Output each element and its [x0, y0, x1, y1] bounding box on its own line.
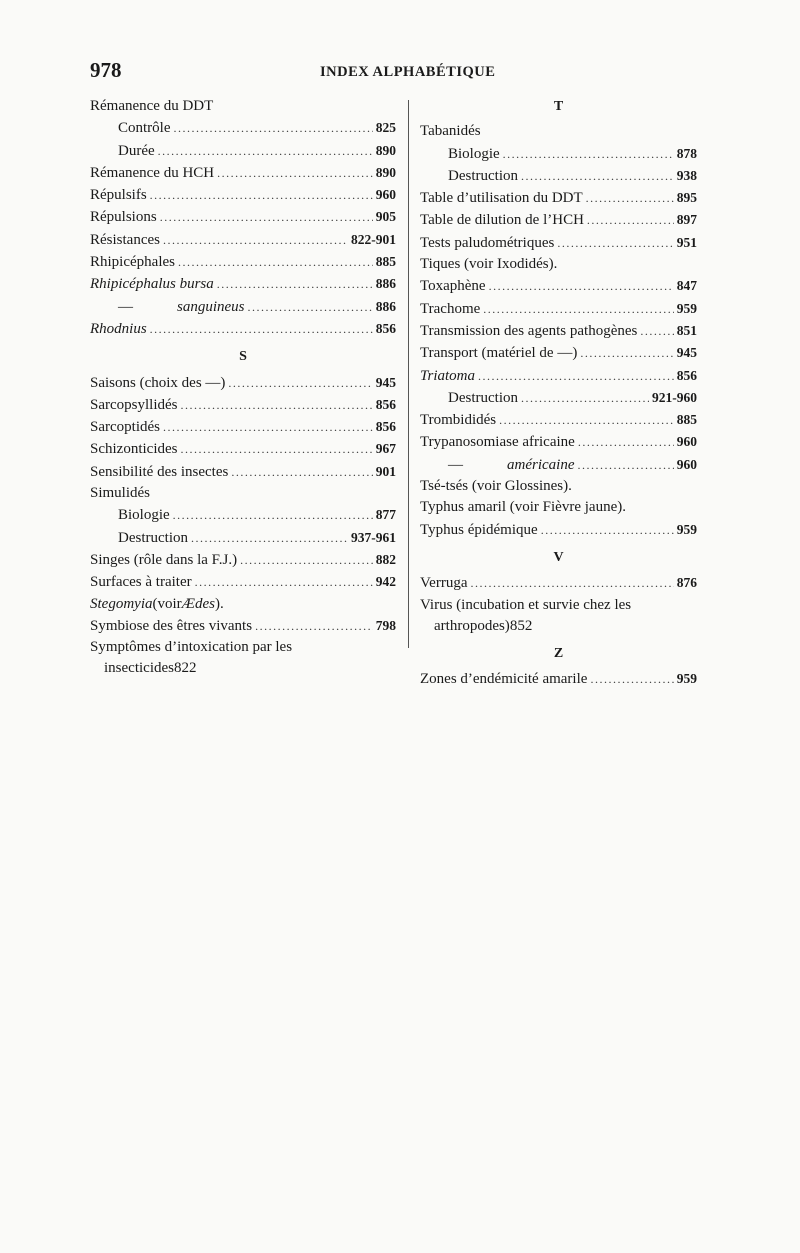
index-subentry: [90, 117, 396, 139]
index-term-continuation: arthropodes): [434, 617, 510, 634]
index-entry: [420, 121, 697, 142]
index-term: Résistances: [90, 231, 160, 248]
index-entry-continuation: [420, 616, 697, 637]
index-entry: [90, 594, 396, 615]
index-page-ref: 890: [375, 142, 396, 158]
index-term: Rémanence du DDT: [90, 98, 214, 114]
index-term: Rhipicéphales: [90, 254, 175, 271]
index-subentry: [420, 165, 697, 187]
index-term-variant: américaine: [507, 456, 575, 473]
index-entry: [90, 394, 396, 416]
index-page-ref: 945: [375, 374, 396, 390]
dot-leader: [191, 528, 348, 549]
index-page-ref: 959: [676, 671, 697, 687]
index-term: —: [118, 298, 133, 315]
index-page-ref: 886: [375, 298, 396, 314]
index-term: Tests paludométriques: [420, 234, 555, 251]
index-term: Triatoma: [420, 367, 476, 384]
index-term: Tsé-tsés (voir Glossines).: [420, 478, 572, 495]
index-term: Biologie: [118, 507, 170, 524]
index-page-ref: 847: [676, 278, 697, 294]
index-column-right: [420, 96, 697, 691]
index-term: Durée: [118, 142, 155, 159]
index-term: Virus (incubation et survie chez les: [420, 596, 632, 613]
dot-leader: [228, 373, 372, 394]
index-page-ref: 938: [676, 167, 697, 183]
index-term: Typhus épidémique: [420, 521, 538, 538]
index-entry-line: [420, 595, 697, 616]
index-page-ref: 945: [676, 345, 697, 361]
index-group-r: [90, 96, 396, 340]
index-entry: [420, 254, 697, 275]
index-group-s: [90, 372, 396, 680]
dot-leader: [577, 455, 673, 476]
index-entry: [420, 431, 697, 453]
index-page-ref: 851: [676, 322, 697, 338]
index-term: Zones d’endémicité amarile: [420, 671, 588, 688]
index-term-italic: Ædes: [181, 595, 215, 612]
dot-leader: [195, 572, 373, 593]
index-term: Singes (rôle dans la F.J.): [90, 551, 238, 568]
index-page-ref: 825: [375, 120, 396, 136]
index-entry: [420, 320, 697, 342]
index-column-left: [90, 96, 396, 680]
index-page-ref: 890: [375, 164, 396, 180]
dot-leader: [489, 276, 674, 297]
index-page-ref: 822-901: [351, 231, 396, 247]
index-group-z: [420, 668, 697, 690]
index-term: Toxaphène: [420, 278, 486, 295]
index-page-ref: 822: [173, 660, 197, 677]
index-page-ref: 905: [375, 209, 396, 225]
index-term-continuation: insecticides: [104, 660, 174, 677]
index-term: Répulsions: [90, 209, 157, 226]
dot-leader: [580, 343, 673, 364]
index-entry: [90, 251, 396, 273]
dot-leader: [180, 439, 372, 460]
dot-leader: [521, 166, 674, 187]
index-term: Sarcoptidés: [90, 419, 160, 436]
index-page-ref: 798: [375, 617, 396, 633]
index-term: Symptômes d’intoxication par les: [90, 639, 293, 656]
index-entry: [90, 296, 396, 318]
index-entry-line: [90, 637, 396, 658]
index-entry: [90, 483, 396, 504]
index-page-ref: 960: [375, 187, 396, 203]
dot-leader: [470, 573, 673, 594]
index-term: Sensibilité des insectes: [90, 463, 229, 480]
index-subentry: [90, 140, 396, 162]
index-entry: [90, 206, 396, 228]
index-page-ref: 856: [375, 320, 396, 336]
dot-leader: [640, 321, 673, 342]
dot-leader: [163, 230, 348, 251]
dot-leader: [248, 297, 373, 318]
index-entry: [90, 96, 396, 117]
dot-leader: [231, 462, 372, 483]
index-entry: [420, 409, 697, 431]
column-divider: [408, 100, 409, 648]
index-term: Répulsifs: [90, 187, 147, 204]
index-page-ref: 960: [676, 456, 697, 472]
dot-leader: [158, 141, 373, 162]
index-term: Destruction: [448, 167, 518, 184]
index-subentry: [90, 527, 396, 549]
dot-leader: [217, 274, 373, 295]
index-entry: [90, 372, 396, 394]
index-entry: [90, 162, 396, 184]
index-page-ref: 878: [676, 145, 697, 161]
dot-leader: [160, 207, 373, 228]
dot-leader: [217, 163, 373, 184]
index-page-ref: 951: [676, 234, 697, 250]
index-term-variant: sanguineus: [177, 298, 245, 315]
dot-leader: [240, 550, 373, 571]
dot-leader: [174, 118, 373, 139]
index-group-v: [420, 572, 697, 637]
index-page-ref: 967: [375, 441, 396, 457]
dot-leader: [163, 417, 373, 438]
index-term: Biologie: [448, 145, 500, 162]
index-term: Simulidés: [90, 485, 151, 502]
index-page-ref: 921-960: [652, 389, 697, 405]
index-page-ref: 856: [676, 367, 697, 383]
index-entry-continuation: [90, 658, 396, 679]
dot-leader: [586, 188, 674, 209]
index-term: Transport (matériel de —): [420, 345, 578, 362]
index-subentry: [90, 504, 396, 526]
dot-leader: [483, 299, 673, 320]
index-page-ref: 877: [375, 507, 396, 523]
index-page-ref: 897: [676, 212, 697, 228]
dot-leader: [578, 432, 674, 453]
index-page-ref: 937-961: [351, 529, 396, 545]
index-page-ref: 886: [375, 276, 396, 292]
page-number: 978: [90, 58, 122, 82]
index-entry: [90, 461, 396, 483]
index-entry: [90, 416, 396, 438]
index-page-ref: 885: [676, 412, 697, 428]
index-term: Rhipicéphalus bursa: [90, 276, 214, 293]
dot-leader: [478, 366, 674, 387]
index-term: Rémanence du HCH: [90, 164, 215, 181]
section-letter-z: Z: [553, 646, 564, 662]
index-term: Trypanosomiase africaine: [420, 434, 575, 451]
dot-leader: [503, 144, 674, 165]
dot-leader: [521, 388, 649, 409]
index-term: Typhus amaril (voir Fièvre jaune).: [420, 499, 626, 516]
index-entry: [420, 519, 697, 541]
index-subentry: [420, 143, 697, 165]
index-term: Tiques (voir Ixodidés).: [420, 256, 558, 273]
index-page-ref: 895: [676, 190, 697, 206]
index-page-ref: 885: [375, 254, 396, 270]
index-entry: [90, 549, 396, 571]
index-entry: [420, 365, 697, 387]
index-term-text: ).: [215, 595, 224, 612]
index-term: —: [448, 456, 463, 473]
dot-leader: [590, 669, 673, 690]
index-entry: [90, 438, 396, 460]
dot-leader: [587, 210, 674, 231]
index-term: Symbiose des êtres vivants: [90, 617, 253, 634]
index-entry: [420, 209, 697, 231]
index-entry: [90, 273, 396, 295]
dot-leader: [150, 185, 373, 206]
index-page-ref: 856: [375, 419, 396, 435]
index-page-ref: 901: [375, 463, 396, 479]
index-term: Rhodnius: [90, 320, 147, 337]
index-entry: [420, 572, 697, 594]
index-group-t: [420, 121, 697, 541]
dot-leader: [541, 520, 674, 541]
index-entry: [420, 187, 697, 209]
index-term: Trombididés: [420, 412, 497, 429]
dot-leader: [173, 505, 373, 526]
index-term: Sarcopsyllidés: [90, 396, 178, 413]
index-term: Trachome: [420, 300, 481, 317]
index-term: Transmission des agents pathogènes: [420, 322, 638, 339]
index-term: Contrôle: [118, 120, 171, 137]
section-letter-s: S: [239, 349, 247, 365]
index-page-ref: 942: [375, 574, 396, 590]
index-entry: [420, 497, 697, 518]
index-entry: [90, 229, 396, 251]
index-page-ref: 960: [676, 434, 697, 450]
index-term: Table d’utilisation du DDT: [420, 190, 583, 207]
dot-leader: [255, 616, 373, 637]
section-letter-v: V: [553, 549, 564, 565]
index-term: Surfaces à traiter: [90, 574, 192, 591]
index-term: Saisons (choix des —): [90, 374, 226, 391]
dot-leader: [499, 410, 674, 431]
index-subentry: [420, 387, 697, 409]
index-entry: [420, 275, 697, 297]
index-page-ref: 959: [676, 521, 697, 537]
dot-leader: [150, 319, 373, 340]
index-term: Verruga: [420, 575, 468, 592]
index-entry: [90, 184, 396, 206]
index-entry: [420, 342, 697, 364]
dot-leader: [557, 233, 673, 254]
running-head: INDEX ALPHABÉTIQUE: [320, 64, 496, 80]
index-entry: [90, 615, 396, 637]
index-term-text: (voir: [152, 595, 182, 612]
dot-leader: [178, 252, 373, 273]
section-letter-t: T: [553, 99, 564, 114]
index-term: Destruction: [118, 529, 188, 546]
index-entry: [420, 298, 697, 320]
index-term: Schizonticides: [90, 441, 178, 458]
index-entry: [90, 571, 396, 593]
index-term: Tabanidés: [420, 123, 481, 140]
index-term: Destruction: [448, 389, 518, 406]
index-entry: [420, 454, 697, 476]
index-page-ref: 852: [509, 617, 533, 634]
index-entry: [420, 668, 697, 690]
index-page-ref: 856: [375, 396, 396, 412]
index-entry: [420, 476, 697, 497]
index-page-ref: 876: [676, 575, 697, 591]
index-entry: [90, 318, 396, 340]
index-page-ref: 882: [375, 551, 396, 567]
index-term: Stegomyia: [90, 595, 153, 612]
index-page-ref: 959: [676, 300, 697, 316]
index-entry: [420, 232, 697, 254]
dot-leader: [181, 395, 373, 416]
index-term: Table de dilution de l’HCH: [420, 212, 584, 229]
